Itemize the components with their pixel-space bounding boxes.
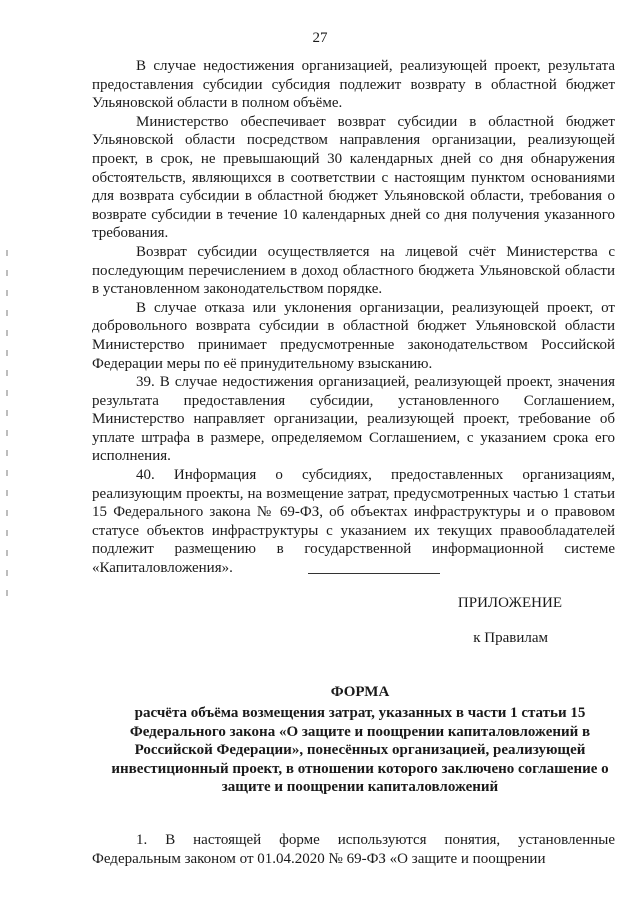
paragraph-39-fine: 39. В случае недостижения организацией, реализующей проект, значения результата предоставления субсидии, установленного Соглашением, Министерство направляет организации, реализующей проект, требование об уплате штрафа в размере, определяемом Соглашением, с указанием срока его исполнения.	[92, 374, 615, 465]
page-number: 27	[312, 30, 328, 46]
paragraph-1-definitions: 1. В настоящей форме используются понятия, установленные Федеральным законом от 01.04.2020 № 69-ФЗ «О защите и поощрении	[92, 832, 615, 867]
paragraph-refund-account: Возврат субсидии осуществляется на лицевой счёт Министерства с последующим перечислением в доход областного бюджета Ульяновской области в установленном законодательством порядке.	[92, 243, 615, 298]
paragraph-ministry-refund: Министерство обеспечивает возврат субсидии в областной бюджет Ульяновской области посредством направления организации, реализующей проект, в срок, не превышающий 30 календарных дней со дня обнаружения обстоятельств, являющихся в соответствии с настоящим пунктом основаниями для возврата субсидии в областной бюджет Ульяновской области, требования о возврате субсидии в течение 10 календарных дней со дня получения указанного требования.	[92, 113, 615, 242]
paragraph-40-information: 40. Информация о субсидиях, предоставленных организациям, реализующим проекты, на возмещение затрат, предусмотренных частью 1 статьи 15 Федерального закона № 69-ФЗ, об объектах инфраструктуры и о правовом статусе объектов инфраструктуры с указанием их текущих правообладателей подлежит размещению в государственной информационной системе «Капиталовложения».	[92, 467, 615, 577]
appendix-title: ПРИЛОЖЕНИЕ	[457, 595, 562, 611]
appendix-subtitle: к Правилам	[473, 630, 548, 646]
margin-scan-marks	[6, 250, 8, 610]
paragraph-refund-obligation: В случае недостижения организацией, реализующей проект, результата предоставления субсидии субсидия подлежит возврату в областной бюджет Ульяновской области в полном объёме.	[92, 58, 615, 112]
section-divider	[308, 573, 440, 574]
form-subtitle: расчёта объёма возмещения затрат, указанных в части 1 статьи 15 Федерального закона «О защите и поощрении капиталовложений в Российской Федерации», понесённых организацией, реализующей инвестиционный проект, в отношении которого заключено соглашение о защите и поощрении капиталовложений	[111, 705, 609, 796]
paragraph-refusal-enforcement: В случае отказа или уклонения организации, реализующей проект, от добровольного возврата субсидии в областной бюджет Ульяновской области Министерство принимает предусмотренные законодательством Российской Федерации меры по её принудительному взысканию.	[92, 299, 615, 372]
form-title: ФОРМА	[330, 684, 390, 700]
body-text	[92, 57, 615, 578]
